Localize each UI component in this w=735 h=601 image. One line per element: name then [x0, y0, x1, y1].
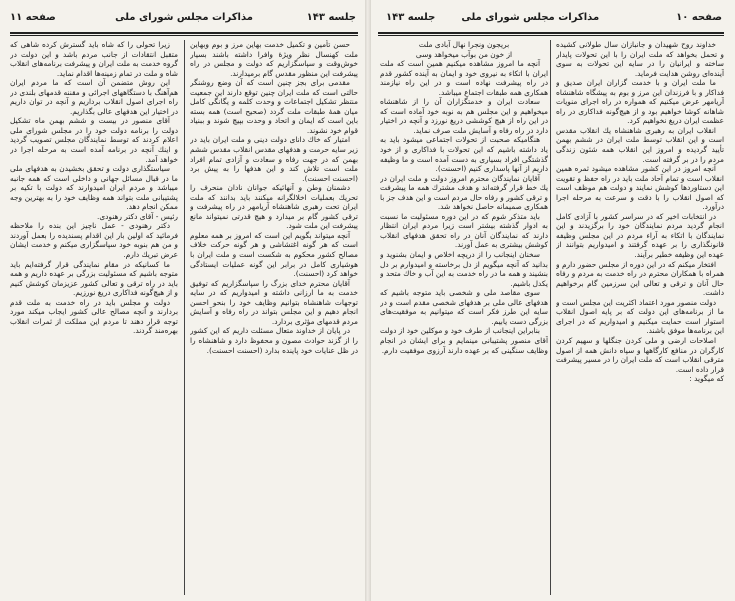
paragraph: خداوند روح شهيدان و جانبازان سال طولانى كشيده و تحمل بخواهد كه ملت ايران را با اين تحولات پايدار ساخته و ايرانيان را در سايه اين تحولات به سوى آينده‌اى روشن هدايت فرمايد.	[556, 40, 724, 78]
paragraph: آقايان نمايندگان محترم امروز دولت و ملت ايران در يك خط قرار گرفته‌اند و هدف مشترك همه ما پيشرفت و ترقى كشور و رفاه حال مردم است و اين هدف جز با همكارى صميمانه حاصل نخواهد شد.	[380, 173, 548, 212]
left-header-rule	[10, 32, 358, 34]
paragraph: دشمنان وطن و آنهائيكه جوانان نادان منحرف را تحريك بعمليات اخلالگرانه ميكنند بايد بدانند كه ملت ايران تحت رهبرى شاهنشاه آريامهر در راه پيشرفت و ترقى كشور گام بر ميدارد و هيچ قدرتى نميتواند مانع پيشرفت اين ملت شود.	[190, 183, 358, 231]
left-page-number: صفحه ۱۱	[10, 12, 56, 23]
left-page-header	[10, 10, 358, 28]
left-page-column-left	[10, 40, 178, 597]
left-page-title: مذاكرات مجلس شوراى ملى	[115, 12, 253, 23]
left-page	[4, 0, 364, 601]
right-page-title: مذاكرات مجلس شوراى ملى	[461, 12, 600, 23]
paragraph: آقايان محترم خداى بزرگ را سپاسگزاريم كه توفيق خدمت به ما ارزانى داشته و اميدواريم كه در سايه توجهات شاهنشاه بتوانيم وظايف خود را بنحو احسن انجام دهيم و اين مجلس بتواند در راه رفاه و آسايش مردم قدمهاى مؤثرى بردارد.	[190, 278, 358, 326]
paragraph: دكتر رهنودى - عمل ناچيز اين بنده را ملاحظه فرمائيد كه اولين بار اين اقدام پسنديده را بعمل آوردند و من هم بنوبه خود سپاسگزارى ميكنم و خدمت ايشان عرض تبريك دارم.	[10, 221, 178, 260]
left-column-divider	[184, 40, 185, 595]
right-page-column-left	[380, 40, 548, 597]
right-page-header	[378, 10, 724, 28]
speaker-line: رئيس - آقاى دكتر رهنودى.	[96, 211, 178, 221]
right-header-rule-thin	[378, 35, 724, 36]
right-page	[372, 0, 730, 601]
paragraph: سياستگذارى دولت و تحقق بخشيدن به هدفهاى ملى ما در قبال مسائل جهانى و داخلى است كه همه جانبه ميباشد و مردم ايران اميدوارند كه دولت با تكيه بر پشتيبانى ملت بتواند همه وظايف خود را به بهترين وجه ممكن انجام دهد.	[10, 164, 178, 212]
book-gutter	[365, 0, 371, 601]
paragraph: آنچه ميتواند بگويم اين است كه امروز بر همه معلوم است كه هر گونه اغتشاشى و هر گونه حركت خلاف مصالح كشور محكوم به شكست است و ملت ايران با هوشيارى كامل در برابر اين گونه عمليات ايستادگى خواهد كرد (احسنت).	[190, 230, 358, 279]
paragraph: آنچه امروز در اين كشور مشاهده ميشود ثمره همين انقلاب است و تمام آحاد ملت بايد در راه حفظ و تقويت اين دستاوردها كوشش نمايند و دولت هم موظف است كه اصول انقلاب را با دقت و سرعت به مرحله اجرا درآورد.	[556, 164, 724, 212]
paragraph: امتيار كه خاك داناى دولت دينى و ملت ايران بايد در زير سايه حرمت و هدفهاى مقدس انقلاب مقدس ششم بهمن كه در جهت رفاه و سعادت و آزادى تمام افراد ملت است تلاش كند و اين هدفها را به پيش برد (احسنت احسنت).	[190, 135, 358, 183]
paragraph: مقدمى براى بجز چنين است كه آن وضع روشنگر حالتى است كه ملت ايران چنين توقع دارند اين جمعيت منتظر تشكيل اجتماعات و وحدت كلمه و يگانگى كامل ميان همهٔ طبقات ملت گردد (صحيح است) همه بسته باين است كه ايمان و اتحاد و وحدت بپيچ شوند و ببنياد قوام خود نشوند.	[190, 78, 358, 135]
right-column-divider	[550, 40, 551, 595]
paragraph: دولت و مجلس بايد در راه خدمت به ملت قدم بردارند و آنچه مصالح عالى كشور ايجاب ميكند مورد توجه قرار دهند تا مردم اين مملكت از ثمرات انقلاب بهره‌مند گردند.	[10, 297, 178, 336]
left-page-column-right	[190, 40, 358, 597]
right-header-rule	[378, 32, 724, 34]
paragraph: حسن تأمين و تكميل خدمت بهاين مرز و بوم وبهاين ملت كهنسال نظر ويژهٔ وافرا داشته باشند بسيار خوش‌وقت و سپاسگزاريم كه دولت و مجلس در راه پيشرفت اين منظور مقدس گام برميدارند.	[190, 40, 358, 78]
right-page-number: صفحه ۱۰	[676, 12, 722, 23]
paragraph: اين روش متضمن آن است كه ما مردم ايران هم‌آهنگ با دستگاههاى اجرائى و مقننه قدمهاى بلندى در راه اجراى اصول انقلاب برداريم و آنچه در توان داريم در اختيار اين هدفهاى عالى بگذاريم.	[10, 78, 178, 116]
paragraph: هنگاميكه صحبت از تحولات اجتماعى ميشود بايد به ياد داشته باشيم كه اين تحولات با فداكارى و از خود گذشتگى افراد بسيارى به دست آمده است و ما وظيفه داريم از آنها پاسدارى كنيم (احسنت).	[380, 135, 548, 174]
right-page-column-right	[556, 40, 724, 597]
left-header-rule-thin	[10, 35, 358, 36]
paragraph: دولت منصور مورد اعتماد اكثريت اين مجلس است و ما از برنامه‌هاى اين دولت كه بر پايه اصول انقلاب استوار است حمايت ميكنيم و اميدواريم كه در اجراى اين برنامه‌ها موفق باشند.	[556, 297, 724, 336]
left-page-session: جلسه ۱۴۳	[306, 12, 356, 23]
paragraph: در پايان از خداوند متعال مسئلت داريم كه اين كشور را از گزند حوادث مصون و محفوظ دارد و شاهنشاه را در ظل عنايات خود پاينده بدارد (احسنت احسنت).	[190, 326, 358, 355]
paragraph: كه ميگويد :	[689, 374, 724, 384]
poem-line: از خون من بوآب ميخواهد وسى	[415, 49, 513, 59]
paragraph: انقلاب ايران به رهبرى شاهنشاه يك انقلاب مقدس است و اين انقلاب توسط ملت ايران در ششم بهمن تأييد گرديده و امروز اين انقلاب همه شئون زندگى مردم را در بر گرفته است.	[556, 125, 724, 164]
paragraph: زيرا تحولى را كه شاه بايد گسترش كرده شاهى كه متقبل انتقادات از جانب مردم باشد و اين دولت در گروه خدمت به ملت ايران و پيشرفت برنامه‌هاى انقلاب شاه و ملت در تمام زمينه‌ها اقدام نمايد.	[10, 40, 178, 78]
paragraph: افتخار ميكنم كه در اين دوره از مجلس حضور دارم و همراه با همكاران محترم در راه خدمت به مردم و رفاه حال آنان و ترقى و تعالى اين سرزمين گام برخواهيم داشت.	[556, 259, 724, 298]
paragraph: بايد متذكر شوم كه در اين دوره مسئوليت ما نسبت به ادوار گذشته بيشتر است زيرا مردم ايران انتظار دارند كه نمايندگان آنان در راه تحقق هدفهاى انقلاب كوشش بيشترى به عمل آورند.	[380, 211, 548, 250]
paragraph: سوى مقاصد ملى و شخصى بايد متوجه باشيم كه هدفهاى عالى ملى بر هدفهاى شخصى مقدم است و در سايه اين طرز فكر است كه ميتوانيم به موفقيت‌هاى بزرگى دست يابيم.	[380, 288, 548, 326]
right-page-session: جلسه ۱۴۳	[386, 12, 436, 23]
poem-line: بريجون ونجرا نهال آبادى ملت	[418, 40, 510, 49]
paragraph: ما ملت ايران و با خدمت گزاران ايران صديق و فداكار و با فرزندان اين مرز و بوم به پيشگاه شاهنشاه آريامهر عرض ميكنيم كه همواره در راه اجراى منويات شاهانه كوشا خواهيم بود و از هيچ‌گونه فداكارى در راه عظمت ايران دريغ نخواهيم كرد.	[556, 78, 724, 126]
paragraph: سعادت ايران و خدمتگزاران آن را از شاهنشاه ميخواهيم و اين مجلس هم به نوبه خود آماده است كه در اين راه از هيچ كوششى دريغ نورزد و آنچه در اختيار دارد در راه رفاه و آسايش ملت صرف نمايد.	[380, 97, 548, 135]
paragraph: در انتخابات اخير كه در سراسر كشور با آزادى كامل انجام گرديد مردم نمايندگان خود را برگزيدند و اين نمايندگان با اتكاء به آراء مردم در اين مجلس وظيفه قانونگذارى را بر عهده گرفتند و اميدواريم بتوانند از عهده اين وظيفه خطير برآيند.	[556, 211, 724, 260]
paragraph: آقاى منصور در بيست و ششم بهمن ماه تشكيل دولت را برنامه دولت خود را در مجلس شوراى ملى اعلام كردند كه توسط نمايندگان مجلس تصويب گرديد و اينك آنچه در برنامه آمده است به مرحله اجرا در خواهد آمد.	[10, 116, 178, 164]
paragraph: ما كسانيكه در مقام نمايندگى قرار گرفته‌ايم بايد متوجه باشيم كه مسئوليت بزرگى بر عهده داريم و همه بايد در راه ترقى و تعالى كشور عزيزمان كوشش كنيم و از هيچ‌گونه فداكارى دريغ نورزيم.	[10, 259, 178, 298]
paragraph: اصلاحات ارضى و ملى كردن جنگلها و سهيم كردن كارگران در منافع كارگاهها و سپاه دانش همه از اصول مترقى انقلاب است كه ملت ايران را در مسير پيشرفت قرار داده است.	[556, 335, 724, 374]
paragraph: آنچه ما امروز مشاهده ميكنيم همين است كه ملت ايران با اتكاء به نيروى خود و ايمان به آينده كشور قدم در راه پيشرفت نهاده است و در اين راه نيازمند همكارى همه طبقات اجتماع ميباشد.	[380, 59, 548, 97]
paragraph: سخنان اينجانب را از دريچه اخلاص و ايمان بشنويد و بدانيد كه آنچه ميگويم از دل برخاسته و اميدوارم بر دل بنشيند و همه ما در راه خدمت به اين آب و خاك متحد و يكدل باشيم.	[380, 250, 548, 288]
paragraph: بنابراين اينجانب از طرف خود و موكلين خود از دولت آقاى منصور پشتيبانى مينمايم و براى ايشان در انجام وظايف سنگينى كه بر عهده دارند آرزوى موفقيت دارم.	[380, 326, 548, 355]
